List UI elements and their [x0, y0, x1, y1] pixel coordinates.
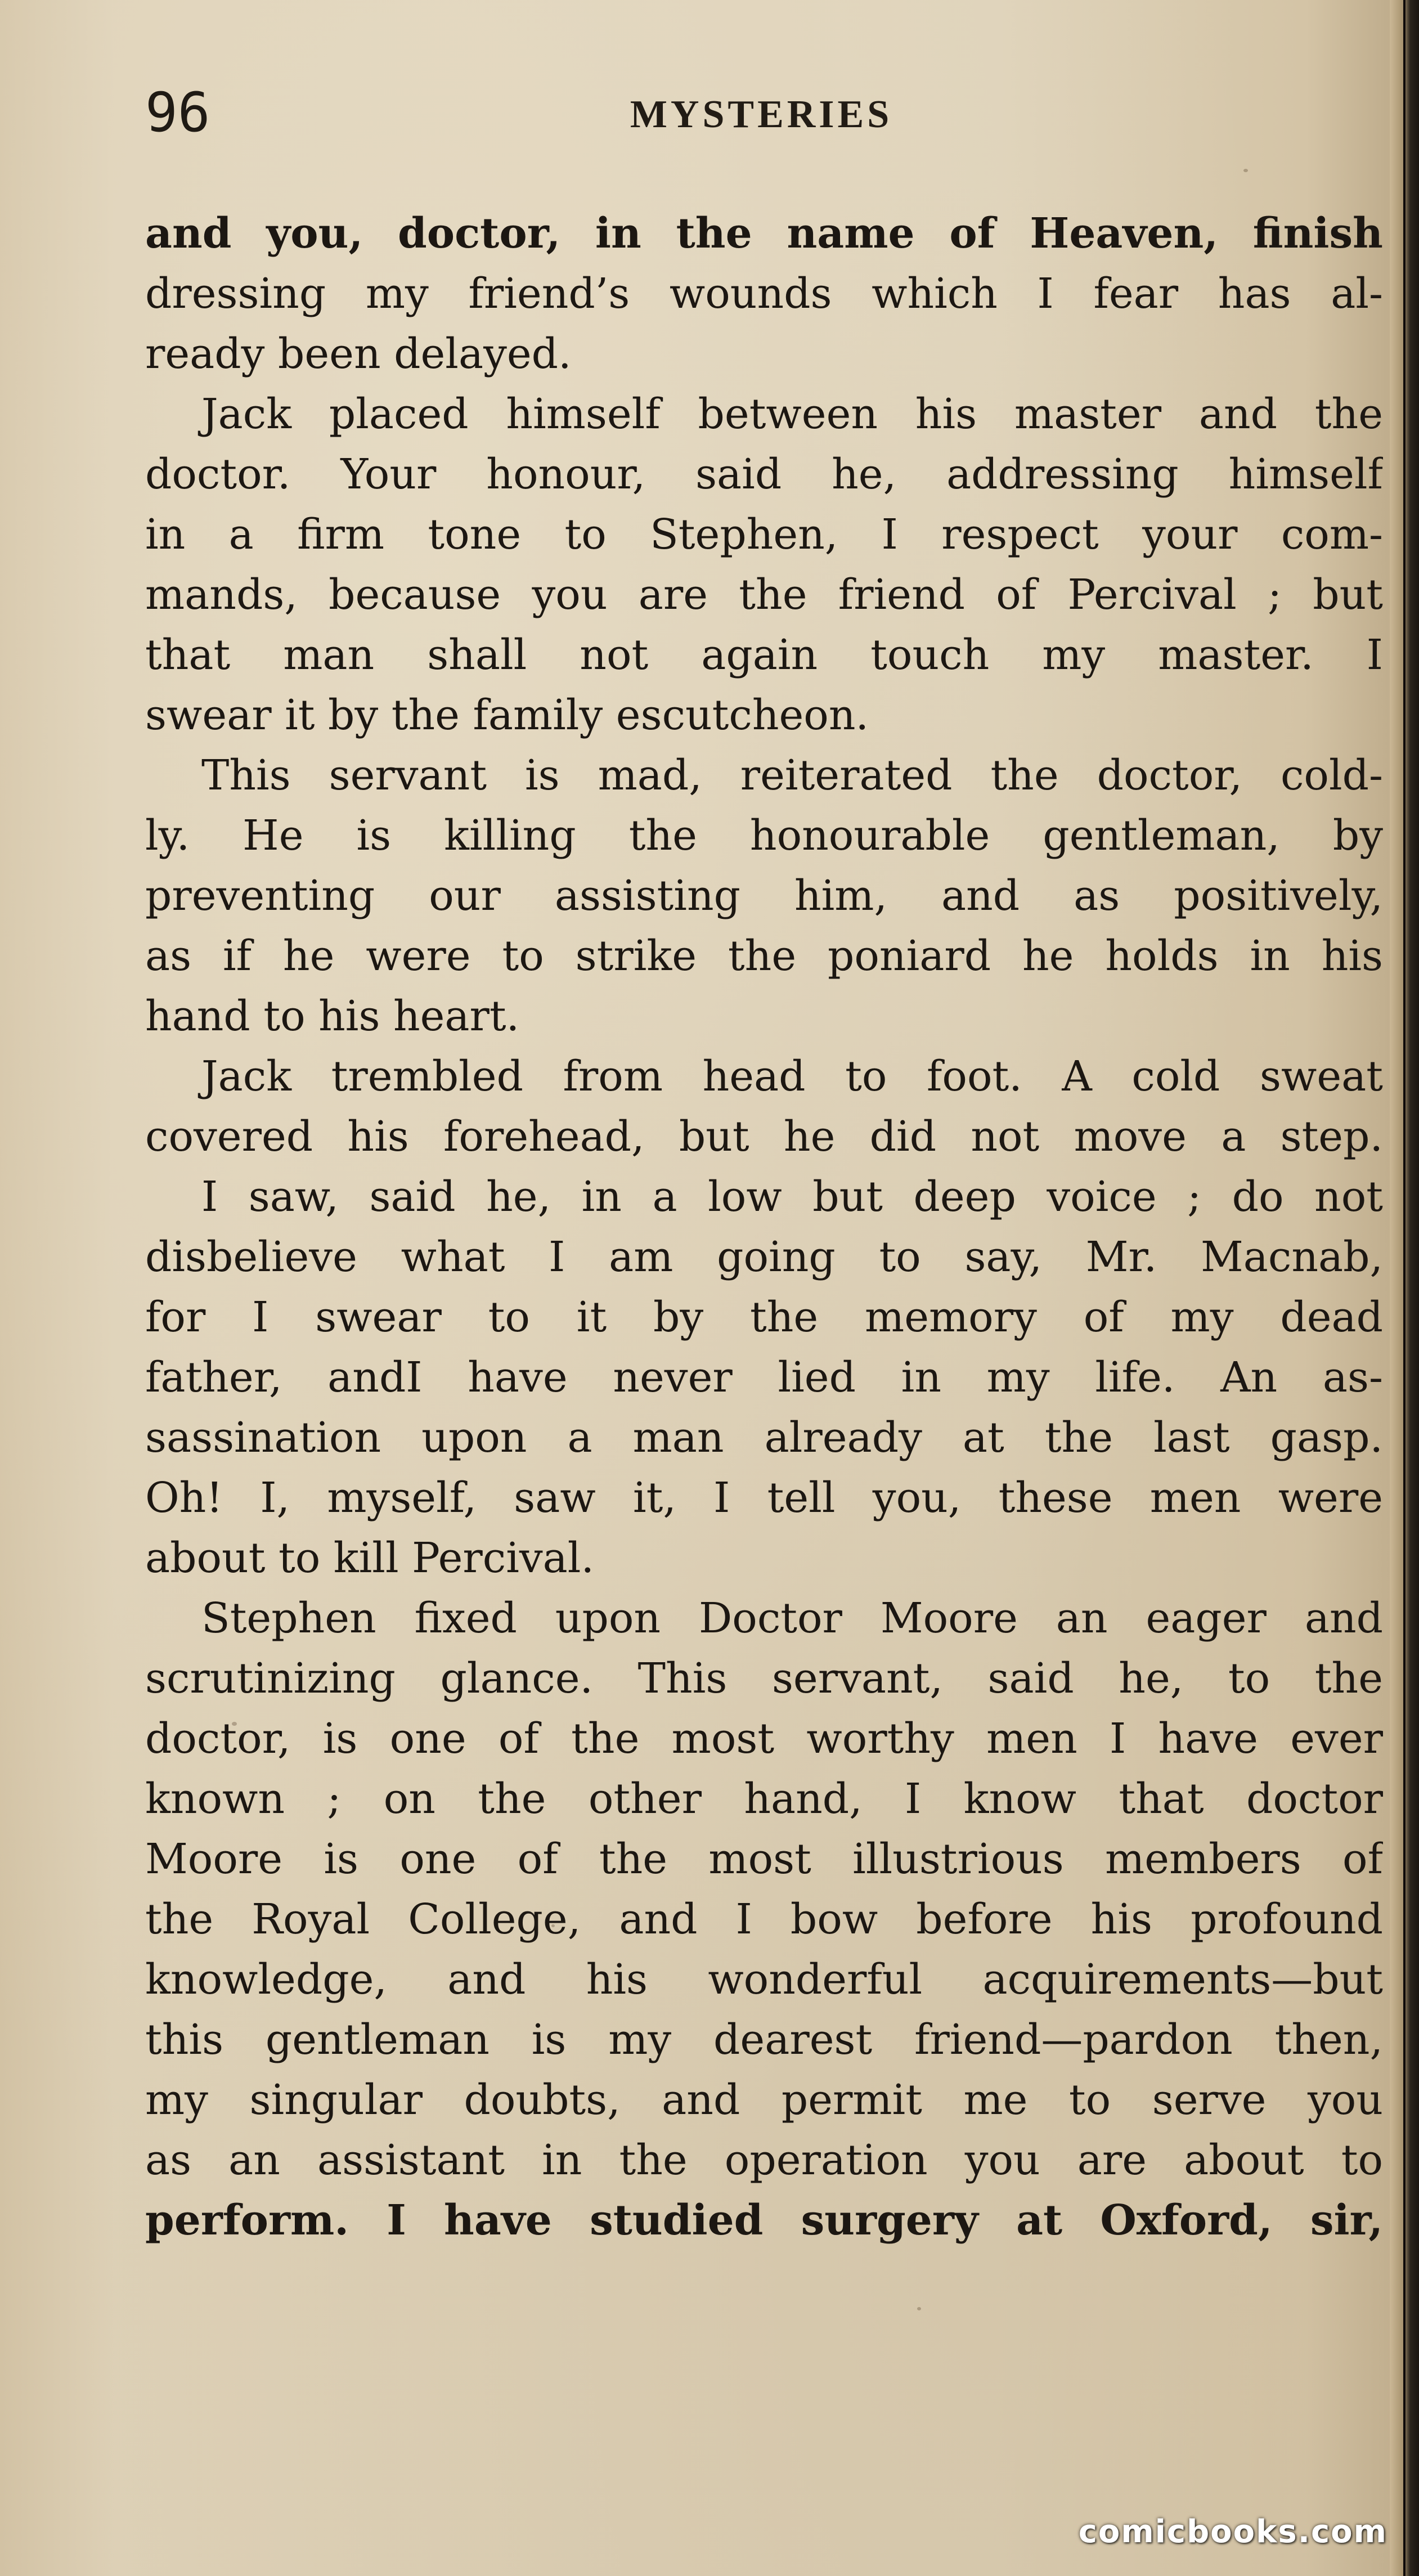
text-line: Oh! I, myself, saw it, I tell you, these men were — [145, 1474, 1383, 1522]
text-line: Jack placed himself between his master and the — [201, 390, 1383, 438]
text-line: father, andI have never lied in my life. An as- — [145, 1353, 1383, 1402]
text-line: Moore is one of the most illustrious members of — [145, 1835, 1383, 1883]
text-line: knowledge, and his wonderful acquirements—but — [145, 1955, 1383, 2004]
page-header — [145, 79, 1377, 146]
text-line: hand to his heart. — [145, 992, 520, 1040]
text-line: Jack trembled from head to foot. A cold sweat — [201, 1052, 1383, 1101]
text-line: ready been delayed. — [145, 330, 572, 378]
text-line: known ; on the other hand, I know that doctor — [145, 1775, 1383, 1823]
text-line: Stephen fixed upon Doctor Moore an eager and — [201, 1594, 1383, 1642]
paper-speck — [551, 1924, 555, 1927]
text-line: preventing our assisting him, and as positively, — [145, 872, 1383, 920]
text-line: mands, because you are the friend of Percival ; but — [145, 571, 1383, 619]
text-line: doctor. Your honour, said he, addressing himself — [145, 450, 1383, 499]
text-line: dressing my friend’s wounds which I fear has al- — [145, 270, 1383, 318]
text-line: perform. I have studied surgery at Oxford, sir, — [145, 2196, 1383, 2245]
text-line: disbelieve what I am going to say, Mr. Macnab, — [145, 1233, 1383, 1281]
text-line: This servant is mad, reiterated the doctor, cold- — [201, 751, 1383, 800]
text-line: doctor, is one of the most worthy men I have ever — [145, 1715, 1383, 1763]
source-watermark: comicbooks.com — [1078, 2514, 1387, 2550]
text-line: covered his forehead, but he did not move a step. — [145, 1112, 1383, 1161]
page-number: 96 — [145, 81, 210, 144]
text-line: as if he were to strike the poniard he holds in his — [145, 932, 1383, 980]
text-line: and you, doctor, in the name of Heaven, finish — [145, 209, 1383, 258]
text-line: ly. He is killing the honourable gentleman, by — [145, 811, 1383, 860]
paper-speck — [917, 2307, 921, 2310]
running-head: MYSTERIES — [630, 93, 893, 136]
text-line: my singular doubts, and permit me to serve you — [145, 2076, 1383, 2124]
text-line: scrutinizing glance. This servant, said he, to the — [145, 1654, 1383, 1703]
text-line: in a firm tone to Stephen, I respect your com- — [145, 510, 1383, 559]
text-line: that man shall not again touch my master. I — [145, 631, 1383, 679]
text-line: swear it by the family escutcheon. — [145, 691, 869, 739]
body-text — [145, 204, 1383, 2251]
binding-shadow-line — [1403, 0, 1405, 2576]
text-line: as an assistant in the operation you are about to — [145, 2136, 1383, 2184]
text-line: the Royal College, and I bow before his profound — [145, 1895, 1383, 1944]
paper-speck — [1243, 169, 1248, 172]
paper-speck — [232, 1722, 237, 1726]
text-line: sassination upon a man already at the last gasp. — [145, 1413, 1383, 1462]
text-line: for I swear to it by the memory of my dead — [145, 1293, 1383, 1341]
text-line: this gentleman is my dearest friend—pardon then, — [145, 2016, 1383, 2064]
text-line: I saw, said he, in a low but deep voice ; do not — [201, 1173, 1383, 1221]
text-line: about to kill Percival. — [145, 1534, 594, 1582]
